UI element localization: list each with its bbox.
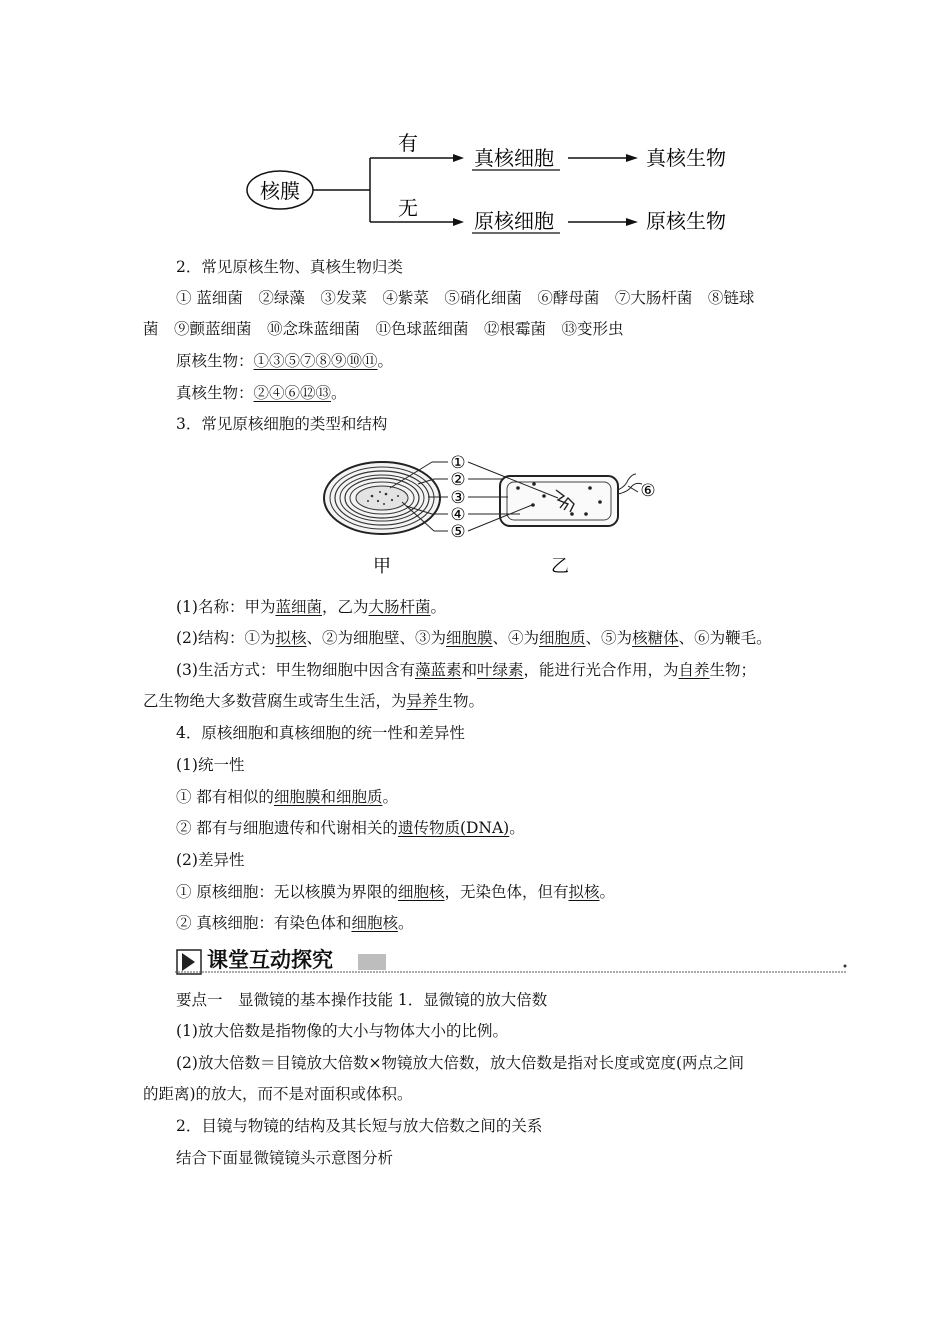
answer: 拟核 — [568, 883, 600, 901]
answer: 核糖体 — [632, 629, 679, 647]
names-paragraph — [176, 597, 446, 617]
text: 生物。 — [437, 692, 485, 710]
prokaryote-label: 原核生物： — [176, 352, 254, 370]
punct: 。 — [377, 352, 394, 370]
key-point-line3: (2)放大倍数＝目镜放大倍数×物镜放大倍数，放大倍数是指对长度或宽度(两点之间 — [176, 1054, 744, 1072]
section4-heading: 4．原核细胞和真核细胞的统一性和差异性 — [176, 724, 465, 742]
bottom-branch-label: 无 — [398, 196, 418, 220]
prokaryote-value: ①③⑤⑦⑧⑨⑩⑪ — [253, 352, 378, 370]
text: ① 原核细胞：无以核膜为界限的 — [176, 883, 398, 901]
key-point-line1: 要点一 显微镜的基本操作技能 1．显微镜的放大倍数 — [176, 991, 548, 1009]
lifestyle-paragraph — [176, 660, 756, 680]
text: ，能进行光合作用，为 — [523, 661, 679, 679]
text: 生物； — [709, 661, 757, 679]
label-3: ③ — [450, 488, 466, 508]
text: 。 — [430, 598, 447, 616]
nuclear-membrane-diagram — [240, 128, 740, 240]
banner-title: 课堂互动探究 — [207, 948, 333, 972]
label-5: ⑤ — [450, 522, 466, 542]
branch-bottom-arrowhead — [453, 218, 464, 226]
text: 乙生物绝大多数营腐生或寄生生活，为 — [143, 692, 407, 710]
text: 、⑥为鞭毛。 — [678, 629, 772, 647]
answer: 蓝细菌 — [275, 598, 322, 616]
answer: 藻蓝素 — [414, 661, 462, 679]
label-2: ② — [450, 470, 466, 490]
answer: 细胞膜和细胞质 — [273, 788, 383, 806]
difference-item1 — [176, 882, 615, 902]
prokaryotic-cell-figure — [320, 448, 670, 580]
text: (2)结构：①为 — [176, 629, 276, 647]
text: 、②为细胞壁、③为 — [306, 629, 446, 647]
text: 。 — [397, 914, 414, 932]
answer: 细胞膜 — [446, 629, 493, 647]
caption-left: 甲 — [373, 556, 391, 577]
punct: 。 — [331, 384, 347, 402]
unity-subheading: (1)统一性 — [176, 756, 245, 774]
text: 。 — [599, 883, 615, 901]
section3-heading: 3．常见原核细胞的类型和结构 — [176, 415, 388, 433]
branch-top-arrowhead — [453, 154, 464, 162]
eukaryote-value: ②④⑥⑫⑬ — [253, 384, 332, 402]
answer: 遗传物质(DNA) — [397, 819, 510, 837]
text: ② 真核细胞：有染色体和 — [176, 914, 352, 932]
text: (3)生活方式：甲生物细胞中因含有 — [176, 661, 415, 679]
top-branch-label: 有 — [398, 131, 418, 155]
key-point-line5: 2．目镜与物镜的结构及其长短与放大倍数之间的关系 — [176, 1117, 543, 1135]
eukaryote-answer — [176, 383, 347, 403]
top-arrowhead — [626, 154, 638, 162]
cyanobacterium-drawing — [324, 462, 440, 534]
top-organism-label: 真核生物 — [646, 146, 726, 170]
text: 、④为 — [492, 629, 540, 647]
structure-paragraph — [176, 628, 772, 648]
text: 、⑤为 — [585, 629, 633, 647]
key-point-line4: 的距离)的放大，而不是对面积或体积。 — [143, 1085, 413, 1103]
label-4: ④ — [450, 505, 466, 525]
key-point-line2: (1)放大倍数是指物像的大小与物体大小的比例。 — [176, 1022, 508, 1040]
prokaryote-answer — [176, 351, 393, 371]
top-cell-label: 真核细胞 — [474, 146, 554, 170]
lifestyle-paragraph-cont — [143, 691, 484, 711]
caption-right: 乙 — [551, 556, 569, 577]
answer: 细胞质 — [539, 629, 586, 647]
difference-subheading: (2)差异性 — [176, 851, 245, 869]
label-1: ① — [450, 453, 466, 473]
organism-list-line1: ① 蓝细菌 ②绿藻 ③发菜 ④紫菜 ⑤硝化细菌 ⑥酵母菌 ⑦大肠杆菌 ⑧链球 — [176, 289, 755, 307]
text: ② 都有与细胞遗传和代谢相关的 — [176, 819, 398, 837]
bottom-arrowhead — [626, 218, 638, 226]
section2-heading: 2．常见原核生物、真核生物归类 — [176, 258, 403, 276]
answer: 异养 — [406, 692, 438, 710]
banner-gray-block — [358, 954, 386, 970]
unity-item2 — [176, 818, 525, 838]
key-point-line6: 结合下面显微镜镜头示意图分析 — [176, 1149, 394, 1167]
banner-end-dot — [844, 965, 847, 968]
text: 。 — [382, 788, 398, 806]
difference-item2 — [176, 913, 413, 933]
section-banner — [175, 942, 847, 978]
text: 。 — [509, 819, 525, 837]
text: ，乙为 — [321, 598, 369, 616]
answer: 自养 — [678, 661, 710, 679]
text: ，无染色体，但有 — [444, 883, 569, 901]
unity-item1 — [176, 787, 398, 807]
answer: 叶绿素 — [477, 661, 524, 679]
answer: 细胞核 — [397, 883, 445, 901]
organism-list-line2: 菌 ⑨颤蓝细菌 ⑩念珠蓝细菌 ⑪色球蓝细菌 ⑫根霉菌 ⑬变形虫 — [143, 320, 624, 338]
answer: 大肠杆菌 — [368, 598, 431, 616]
text: 和 — [461, 661, 477, 679]
center-label: 核膜 — [260, 179, 300, 203]
e-coli-drawing — [500, 474, 642, 526]
eukaryote-label: 真核生物： — [176, 384, 254, 402]
bottom-organism-label: 原核生物 — [646, 209, 726, 233]
label-6: ⑥ — [640, 481, 656, 501]
text: ① 都有相似的 — [176, 788, 274, 806]
answer: 拟核 — [275, 629, 307, 647]
bottom-cell-label: 原核细胞 — [474, 209, 554, 233]
text: (1)名称：甲为 — [176, 598, 276, 616]
answer: 细胞核 — [351, 914, 398, 932]
